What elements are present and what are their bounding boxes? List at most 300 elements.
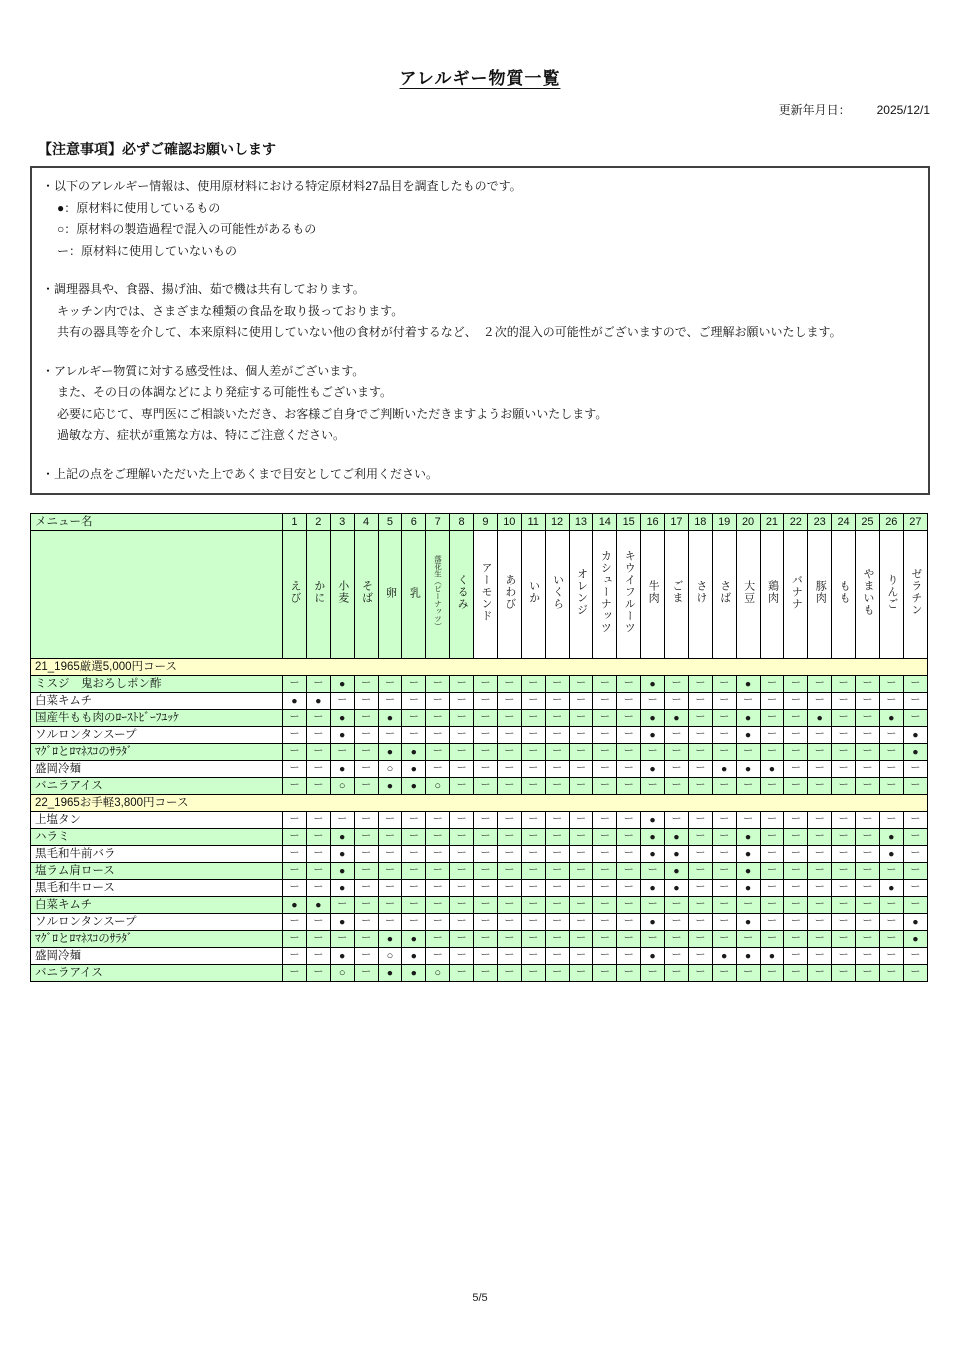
allergen-mark-cell: ● xyxy=(378,931,402,948)
allergen-name-text: キウイフルーツ xyxy=(623,550,636,634)
allergen-mark-cell: ー xyxy=(474,778,498,795)
allergen-mark-cell: ー xyxy=(832,761,856,778)
allergen-mark-cell: ー xyxy=(283,846,307,863)
allergen-mark-cell: ー xyxy=(521,880,545,897)
allergen-mark-cell: ー xyxy=(903,693,927,710)
allergen-mark-cell: ー xyxy=(378,693,402,710)
allergen-mark-cell: ー xyxy=(712,812,736,829)
allergen-mark-cell: ー xyxy=(688,693,712,710)
allergen-mark-cell: ー xyxy=(688,727,712,744)
section-header: 21_1965厳選5,000円コース xyxy=(31,659,928,676)
allergen-mark-cell: ● xyxy=(402,965,426,982)
allergen-mark-cell: ● xyxy=(760,948,784,965)
allergen-mark-cell: ● xyxy=(283,897,307,914)
allergen-mark-cell: ー xyxy=(784,965,808,982)
allergen-mark-cell: ー xyxy=(641,965,665,982)
allergen-mark-cell: ー xyxy=(760,863,784,880)
allergen-mark-cell: ー xyxy=(593,863,617,880)
allergen-mark-cell: ー xyxy=(545,914,569,931)
allergen-mark-cell: ー xyxy=(521,965,545,982)
allergen-mark-cell: ー xyxy=(569,710,593,727)
allergen-mark-cell: ー xyxy=(354,693,378,710)
allergen-mark-cell: ー xyxy=(784,812,808,829)
notice-line: ・上記の点をご理解いただいた上であくまで目安としてご利用ください。 xyxy=(42,466,439,481)
menu-row xyxy=(31,693,928,710)
menu-name-cell: ミスジ 鬼おろしポン酢 xyxy=(31,676,283,693)
allergen-mark-cell: ー xyxy=(879,676,903,693)
allergen-mark-cell: ー xyxy=(497,897,521,914)
allergen-mark-cell: ー xyxy=(306,676,330,693)
allergen-mark-cell: ー xyxy=(784,710,808,727)
allergen-mark-cell: ー xyxy=(354,846,378,863)
allergen-mark-cell: ー xyxy=(593,829,617,846)
notice-line: 過敏な方、症状が重篤な方は、特にご注意ください。 xyxy=(57,428,346,442)
allergen-mark-cell: ー xyxy=(426,744,450,761)
section-header-row xyxy=(31,795,928,812)
allergen-table-container xyxy=(30,513,930,982)
allergen-mark-cell: ー xyxy=(688,863,712,880)
allergen-mark-cell: ー xyxy=(450,676,474,693)
allergen-mark-cell: ● xyxy=(641,761,665,778)
allergen-mark-cell: ー xyxy=(569,676,593,693)
allergen-mark-cell: ー xyxy=(378,846,402,863)
allergen-mark-cell: ー xyxy=(879,931,903,948)
allergen-name-header xyxy=(712,531,736,659)
allergen-mark-cell: ー xyxy=(784,931,808,948)
allergen-mark-cell: ー xyxy=(808,778,832,795)
allergen-mark-cell: ー xyxy=(593,676,617,693)
allergen-number-header: 20 xyxy=(736,514,760,531)
allergen-mark-cell: ー xyxy=(665,914,689,931)
menu-row xyxy=(31,710,928,727)
allergen-mark-cell: ー xyxy=(832,914,856,931)
allergen-mark-cell: ー xyxy=(856,676,880,693)
allergen-mark-cell: ー xyxy=(569,778,593,795)
allergen-mark-cell: ー xyxy=(593,931,617,948)
allergen-mark-cell: ー xyxy=(617,676,641,693)
allergen-mark-cell: ○ xyxy=(330,778,354,795)
allergen-mark-cell: ー xyxy=(856,727,880,744)
allergen-mark-cell: ー xyxy=(474,744,498,761)
menu-name-spacer xyxy=(31,531,283,659)
allergen-mark-cell: ー xyxy=(474,676,498,693)
allergen-mark-cell: ー xyxy=(569,965,593,982)
allergen-mark-cell: ー xyxy=(879,744,903,761)
allergen-mark-cell: ● xyxy=(330,727,354,744)
menu-name-cell: 盛岡冷麺 xyxy=(31,948,283,965)
allergen-mark-cell: ー xyxy=(497,931,521,948)
allergen-mark-cell: ー xyxy=(426,676,450,693)
allergen-mark-cell: ー xyxy=(283,914,307,931)
allergen-name-header xyxy=(283,531,307,659)
allergen-mark-cell: ● xyxy=(330,676,354,693)
allergen-mark-cell: ー xyxy=(330,812,354,829)
allergen-name-text: そば xyxy=(360,580,373,604)
allergen-mark-cell: ● xyxy=(402,778,426,795)
allergen-mark-cell: ー xyxy=(832,863,856,880)
allergen-name-header xyxy=(903,531,927,659)
allergen-name-text: オレンジ xyxy=(575,568,588,616)
allergen-mark-cell: ー xyxy=(808,965,832,982)
allergen-mark-cell: ー xyxy=(402,676,426,693)
allergen-name-text: 鶏肉 xyxy=(766,580,779,604)
allergen-number-header: 18 xyxy=(688,514,712,531)
allergen-mark-cell: ー xyxy=(545,778,569,795)
allergen-mark-cell: ー xyxy=(402,846,426,863)
allergen-mark-cell: ー xyxy=(808,744,832,761)
allergen-mark-cell: ー xyxy=(856,863,880,880)
allergen-mark-cell: ー xyxy=(760,710,784,727)
allergen-mark-cell: ー xyxy=(903,846,927,863)
allergen-mark-cell: ー xyxy=(283,744,307,761)
allergen-mark-cell: ー xyxy=(354,778,378,795)
allergen-mark-cell: ー xyxy=(426,931,450,948)
allergen-mark-cell: ー xyxy=(354,812,378,829)
allergen-name-header xyxy=(736,531,760,659)
allergen-mark-cell: ● xyxy=(879,829,903,846)
allergen-mark-cell: ー xyxy=(808,693,832,710)
allergen-mark-cell: ー xyxy=(593,761,617,778)
allergen-mark-cell: ー xyxy=(736,693,760,710)
allergen-mark-cell: ー xyxy=(545,965,569,982)
allergen-mark-cell: ー xyxy=(688,931,712,948)
allergen-name-header xyxy=(688,531,712,659)
allergen-mark-cell: ー xyxy=(474,897,498,914)
allergen-mark-cell: ー xyxy=(450,812,474,829)
allergen-mark-cell: ー xyxy=(832,880,856,897)
allergen-mark-cell: ー xyxy=(736,778,760,795)
allergen-mark-cell: ● xyxy=(736,829,760,846)
allergen-mark-cell: ー xyxy=(283,829,307,846)
allergen-mark-cell: ● xyxy=(903,931,927,948)
allergen-mark-cell: ー xyxy=(808,829,832,846)
allergen-mark-cell: ー xyxy=(283,948,307,965)
allergen-mark-cell: ー xyxy=(903,965,927,982)
allergen-mark-cell: ー xyxy=(903,778,927,795)
menu-name-cell: 白菜キムチ xyxy=(31,897,283,914)
allergen-mark-cell: ー xyxy=(497,693,521,710)
allergen-mark-cell: ー xyxy=(354,948,378,965)
allergen-mark-cell: ー xyxy=(306,761,330,778)
allergen-number-header: 25 xyxy=(856,514,880,531)
allergen-mark-cell: ー xyxy=(402,693,426,710)
allergen-mark-cell: ー xyxy=(378,914,402,931)
allergen-mark-cell: ー xyxy=(665,812,689,829)
allergen-mark-cell: ー xyxy=(354,880,378,897)
allergen-mark-cell: ー xyxy=(497,812,521,829)
allergen-mark-cell: ー xyxy=(903,812,927,829)
allergen-mark-cell: ー xyxy=(545,761,569,778)
allergen-mark-cell: ー xyxy=(617,965,641,982)
allergen-mark-cell: ー xyxy=(306,778,330,795)
allergen-name-header xyxy=(306,531,330,659)
allergen-mark-cell: ー xyxy=(712,931,736,948)
update-date-label: 更新年月日： xyxy=(778,103,851,117)
allergen-mark-cell: ー xyxy=(402,897,426,914)
allergen-mark-cell: ー xyxy=(497,744,521,761)
allergen-mark-cell: ● xyxy=(641,880,665,897)
allergen-mark-cell: ー xyxy=(879,914,903,931)
allergen-mark-cell: ー xyxy=(426,812,450,829)
allergen-mark-cell: ● xyxy=(760,761,784,778)
allergen-mark-cell: ● xyxy=(808,710,832,727)
allergen-mark-cell: ー xyxy=(665,931,689,948)
allergen-number-header: 2 xyxy=(306,514,330,531)
menu-name-cell: ソルロンタンスープ xyxy=(31,727,283,744)
allergen-mark-cell: ー xyxy=(330,693,354,710)
allergen-mark-cell: ー xyxy=(354,931,378,948)
allergen-mark-cell: ー xyxy=(879,897,903,914)
allergen-mark-cell: ー xyxy=(665,778,689,795)
allergen-mark-cell: ー xyxy=(521,710,545,727)
allergen-mark-cell: ー xyxy=(402,914,426,931)
allergen-mark-cell: ー xyxy=(474,948,498,965)
allergen-mark-cell: ー xyxy=(521,693,545,710)
allergen-mark-cell: ー xyxy=(569,880,593,897)
allergen-mark-cell: ー xyxy=(521,744,545,761)
allergen-mark-cell: ー xyxy=(593,727,617,744)
allergen-name-header xyxy=(569,531,593,659)
allergen-number-header: 23 xyxy=(808,514,832,531)
allergen-mark-cell: ー xyxy=(497,880,521,897)
allergen-mark-cell: ー xyxy=(426,829,450,846)
allergen-mark-cell: ー xyxy=(521,727,545,744)
allergen-mark-cell: ー xyxy=(736,812,760,829)
page-number: 5/5 xyxy=(472,1292,488,1304)
menu-name-cell: 黒毛和牛前バラ xyxy=(31,846,283,863)
allergen-mark-cell: ー xyxy=(354,897,378,914)
allergen-mark-cell: ー xyxy=(497,761,521,778)
allergen-mark-cell: ー xyxy=(641,863,665,880)
notice-line: ・調理器具や、食器、揚げ油、茹で機は共有しております。 xyxy=(42,282,365,296)
allergen-mark-cell: ー xyxy=(426,693,450,710)
allergen-name-header xyxy=(856,531,880,659)
allergen-mark-cell: ー xyxy=(521,778,545,795)
allergen-name-header xyxy=(450,531,474,659)
allergen-mark-cell: ー xyxy=(450,778,474,795)
allergen-mark-cell: ー xyxy=(688,778,712,795)
allergen-mark-cell: ー xyxy=(712,829,736,846)
allergen-mark-cell: ー xyxy=(617,948,641,965)
allergen-mark-cell: ー xyxy=(569,693,593,710)
allergen-mark-cell: ● xyxy=(641,914,665,931)
allergen-number-header: 11 xyxy=(521,514,545,531)
allergen-mark-cell: ー xyxy=(665,727,689,744)
allergen-mark-cell: ー xyxy=(545,846,569,863)
allergen-mark-cell: ー xyxy=(760,880,784,897)
allergen-mark-cell: ー xyxy=(617,880,641,897)
allergen-number-header: 7 xyxy=(426,514,450,531)
allergen-mark-cell: ー xyxy=(497,676,521,693)
allergen-mark-cell: ー xyxy=(330,744,354,761)
allergen-mark-cell: ー xyxy=(688,829,712,846)
allergen-mark-cell: ー xyxy=(808,880,832,897)
table-header-row xyxy=(31,514,928,531)
allergen-number-header: 27 xyxy=(903,514,927,531)
allergen-mark-cell: ー xyxy=(832,846,856,863)
allergen-number-header: 12 xyxy=(545,514,569,531)
allergen-mark-cell: ー xyxy=(450,846,474,863)
allergen-mark-cell: ー xyxy=(354,914,378,931)
allergen-mark-cell: ー xyxy=(736,965,760,982)
allergen-name-header xyxy=(760,531,784,659)
allergen-mark-cell: ー xyxy=(545,931,569,948)
allergen-mark-cell: ● xyxy=(378,965,402,982)
allergen-mark-cell: ー xyxy=(306,914,330,931)
notice-line: 必要に応じて、専門医にご相談いただき、お客様ご自身でご判断いただきますようお願いいたします。 xyxy=(57,406,608,421)
allergen-number-header: 3 xyxy=(330,514,354,531)
allergen-mark-cell: ● xyxy=(306,693,330,710)
allergen-mark-cell: ー xyxy=(521,829,545,846)
allergen-mark-cell: ー xyxy=(617,710,641,727)
allergen-mark-cell: ー xyxy=(569,863,593,880)
allergen-mark-cell: ー xyxy=(856,829,880,846)
notice-heading: 【注意事項】必ずご確認お願いします xyxy=(38,141,276,157)
allergen-mark-cell: ● xyxy=(736,880,760,897)
allergen-mark-cell: ー xyxy=(832,693,856,710)
allergen-mark-cell: ● xyxy=(736,761,760,778)
menu-row xyxy=(31,880,928,897)
allergen-number-header: 14 xyxy=(593,514,617,531)
allergen-mark-cell: ー xyxy=(808,727,832,744)
allergen-mark-cell: ー xyxy=(474,914,498,931)
allergen-mark-cell: ー xyxy=(569,914,593,931)
allergen-mark-cell: ー xyxy=(641,693,665,710)
allergen-mark-cell: ー xyxy=(521,812,545,829)
menu-name-cell: ソルロンタンスープ xyxy=(31,914,283,931)
allergen-mark-cell: ● xyxy=(402,931,426,948)
allergen-mark-cell: ● xyxy=(330,829,354,846)
allergen-mark-cell: ー xyxy=(903,863,927,880)
allergen-mark-cell: ー xyxy=(593,965,617,982)
allergen-name-text: 卵 xyxy=(384,586,397,599)
allergen-mark-cell: ー xyxy=(784,846,808,863)
allergen-name-text: いくら xyxy=(551,574,564,610)
allergen-name-row xyxy=(31,531,928,659)
allergen-mark-cell: ー xyxy=(832,744,856,761)
allergen-mark-cell: ー xyxy=(808,761,832,778)
allergen-mark-cell: ー xyxy=(903,710,927,727)
allergen-mark-cell: ー xyxy=(832,965,856,982)
allergen-mark-cell: ー xyxy=(856,761,880,778)
allergen-mark-cell: ー xyxy=(832,931,856,948)
allergen-mark-cell: ー xyxy=(688,744,712,761)
allergen-mark-cell: ー xyxy=(306,710,330,727)
section-header: 22_1965お手軽3,800円コース xyxy=(31,795,928,812)
allergen-name-text: くるみ xyxy=(456,574,469,610)
allergen-mark-cell: ● xyxy=(402,744,426,761)
allergen-mark-cell: ● xyxy=(903,727,927,744)
allergen-mark-cell: ー xyxy=(760,846,784,863)
allergen-mark-cell: ー xyxy=(832,778,856,795)
allergen-mark-cell: ー xyxy=(712,693,736,710)
allergen-mark-cell: ー xyxy=(784,880,808,897)
notice-line: また、その日の体調などにより発症する可能性もございます。 xyxy=(57,385,393,399)
allergen-mark-cell: ● xyxy=(641,710,665,727)
allergen-mark-cell: ー xyxy=(306,948,330,965)
allergen-mark-cell: ー xyxy=(426,948,450,965)
allergen-mark-cell: ー xyxy=(450,693,474,710)
allergen-mark-cell: ー xyxy=(426,710,450,727)
allergen-mark-cell: ー xyxy=(545,693,569,710)
allergen-name-header xyxy=(665,531,689,659)
allergen-name-text: いか xyxy=(527,580,540,604)
notice-line: ・以下のアレルギー情報は、使用原材料における特定原材料27品目を調査したものです。 xyxy=(42,179,522,193)
allergen-mark-cell: ー xyxy=(808,846,832,863)
allergen-mark-cell: ー xyxy=(665,761,689,778)
allergen-mark-cell: ー xyxy=(712,778,736,795)
allergen-mark-cell: ー xyxy=(402,812,426,829)
menu-row xyxy=(31,863,928,880)
allergen-name-text: ごま xyxy=(670,580,683,604)
allergen-mark-cell: ● xyxy=(665,829,689,846)
allergen-mark-cell: ー xyxy=(760,931,784,948)
allergen-mark-cell: ー xyxy=(426,761,450,778)
allergen-mark-cell: ー xyxy=(545,863,569,880)
allergen-mark-cell: ー xyxy=(569,761,593,778)
allergen-mark-cell: ー xyxy=(665,948,689,965)
allergen-mark-cell: ー xyxy=(641,931,665,948)
allergen-mark-cell: ー xyxy=(545,829,569,846)
allergen-mark-cell: ー xyxy=(617,727,641,744)
allergen-mark-cell: ● xyxy=(330,914,354,931)
allergen-mark-cell: ● xyxy=(665,880,689,897)
allergen-mark-cell: ー xyxy=(450,761,474,778)
allergen-number-header: 22 xyxy=(784,514,808,531)
allergen-mark-cell: ー xyxy=(808,863,832,880)
allergen-mark-cell: ー xyxy=(283,778,307,795)
menu-name-cell: 白菜キムチ xyxy=(31,693,283,710)
allergen-mark-cell: ー xyxy=(497,948,521,965)
allergen-mark-cell: ー xyxy=(283,812,307,829)
allergen-mark-cell: ー xyxy=(641,744,665,761)
allergen-mark-cell: ー xyxy=(521,897,545,914)
allergen-mark-cell: ー xyxy=(474,931,498,948)
allergen-mark-cell: ー xyxy=(760,744,784,761)
allergen-mark-cell: ● xyxy=(903,744,927,761)
allergen-name-header xyxy=(330,531,354,659)
allergen-mark-cell: ー xyxy=(497,710,521,727)
allergen-mark-cell: ー xyxy=(760,693,784,710)
allergen-mark-cell: ー xyxy=(283,880,307,897)
allergen-mark-cell: ー xyxy=(856,710,880,727)
allergen-name-header xyxy=(784,531,808,659)
allergen-mark-cell: ● xyxy=(736,846,760,863)
allergen-mark-cell: ー xyxy=(688,914,712,931)
allergen-mark-cell: ● xyxy=(641,812,665,829)
allergen-mark-cell: ー xyxy=(521,948,545,965)
allergen-mark-cell: ー xyxy=(497,846,521,863)
allergen-mark-cell: ー xyxy=(593,914,617,931)
allergen-mark-cell: ー xyxy=(688,812,712,829)
notice-line: ○：原材料の製造過程で混入の可能性があるもの xyxy=(57,222,317,236)
allergen-name-text: アーモンド xyxy=(479,562,492,622)
allergen-mark-cell: ー xyxy=(688,676,712,693)
allergen-mark-cell: ○ xyxy=(426,965,450,982)
allergen-name-header xyxy=(497,531,521,659)
allergen-mark-cell: ー xyxy=(354,829,378,846)
allergen-mark-cell: ー xyxy=(569,897,593,914)
allergen-mark-cell: ● xyxy=(330,948,354,965)
allergen-number-header: 26 xyxy=(879,514,903,531)
allergen-mark-cell: ー xyxy=(330,897,354,914)
allergen-number-header: 8 xyxy=(450,514,474,531)
allergen-mark-cell: ● xyxy=(736,914,760,931)
allergen-mark-cell: ー xyxy=(617,744,641,761)
notice-box xyxy=(30,166,930,495)
allergen-mark-cell: ー xyxy=(903,829,927,846)
allergen-mark-cell: ー xyxy=(402,710,426,727)
